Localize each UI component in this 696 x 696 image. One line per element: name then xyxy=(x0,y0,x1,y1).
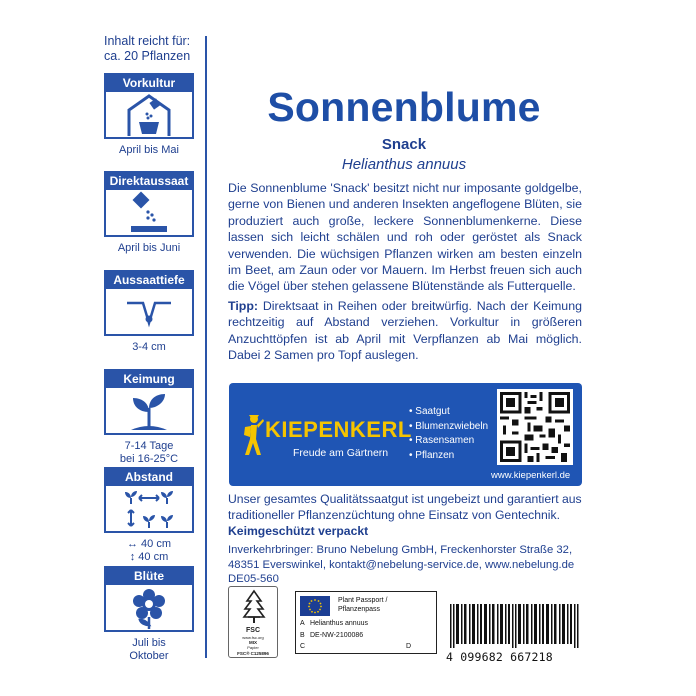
distributor-line: DE05-560 xyxy=(228,573,279,585)
product-variety: Snack xyxy=(381,136,427,153)
quality-seal-label: Keimgeschützt verpackt xyxy=(228,524,369,538)
card-value xyxy=(104,144,194,157)
passport-title xyxy=(338,597,387,614)
card-value-line: Juli bis xyxy=(132,637,166,649)
card-value xyxy=(104,341,194,354)
brand-name: KIEPENKERL xyxy=(265,417,412,442)
product-range-list xyxy=(409,405,488,463)
card-value-line: 7-14 Tage xyxy=(124,440,174,452)
list-item: • Saatgut xyxy=(409,405,488,420)
coverage-info xyxy=(104,34,190,64)
greenhouse-sowing-icon xyxy=(106,92,192,137)
card-value-line: ↕ 40 cm xyxy=(129,551,169,563)
qr-code-icon[interactable] xyxy=(497,389,573,465)
passport-row-key: C xyxy=(300,643,306,650)
distributor-line: 48351 Everswinkel, kontakt@nebelung-service.de, www.nebelung.de xyxy=(228,558,575,571)
fsc-tree-icon xyxy=(229,587,279,627)
distributor-info xyxy=(228,543,588,587)
brand-slogan: Freude am Gärtnern xyxy=(293,447,389,459)
fsc-url: www.fsc.org xyxy=(242,635,264,640)
card-value xyxy=(104,440,194,466)
card-keimung xyxy=(104,369,194,466)
card-value xyxy=(104,637,194,663)
tip-text: Direktsaat in Reihen oder breitwürfig. Nach der Keimung rechtzeitig auf Abstand verziehen. Vorkultur in größeren Anzuchttöpfen ist ab April mit Verpflanzen ab Mai möglich. Dabei 2 Samen pro Topf auslegen. xyxy=(228,299,582,363)
passport-title-line: Pflanzenpass xyxy=(338,605,381,613)
plant-spacing-icon xyxy=(106,486,192,531)
quality-seal xyxy=(228,523,588,539)
passport-row-key: B xyxy=(300,632,305,639)
flower-icon xyxy=(106,585,192,630)
card-box xyxy=(104,171,194,237)
card-value-line: April bis Mai xyxy=(119,144,179,156)
seedling-icon xyxy=(106,388,192,433)
card-direktaussaat xyxy=(104,171,194,255)
hiker-logo-icon xyxy=(241,413,265,459)
coverage-label: Inhalt reicht für: xyxy=(104,34,191,48)
passport-row-a xyxy=(300,620,368,627)
product-title: Sonnenblume xyxy=(267,84,541,130)
card-value xyxy=(104,242,194,255)
fsc-license-code: FSC® C125896 xyxy=(237,651,269,656)
quality-text: Unser gesamtes Qualitätssaatgut ist ungebeizt und garantiert aus traditioneller Pflanzenzüchtung ohne Einsatz von Gentechnik. xyxy=(228,492,582,522)
barcode-icon xyxy=(446,604,582,648)
barcode-number: 4 099682 667218 xyxy=(446,650,553,664)
card-box xyxy=(104,73,194,139)
fsc-paper: Papier xyxy=(247,645,259,650)
card-abstand xyxy=(104,467,194,564)
card-value-line: April bis Juni xyxy=(117,242,181,254)
coverage-value: ca. 20 Pflanzen xyxy=(104,49,191,63)
distributor-line: Inverkehrbringer: Bruno Nebelung GmbH, Freckenhorster Straße 32, xyxy=(228,544,573,556)
list-item: • Pflanzen xyxy=(409,449,488,464)
passport-row-b xyxy=(300,632,363,639)
card-box xyxy=(104,467,194,533)
product-description: Die Sonnenblume 'Snack' besitzt nicht nur imposante goldgelbe, gerne von Bienen und anderen Insekten angeflogene Blüten, sie produziert auch große, leckere Sonnenblumenkerne. Diese lassen sich leicht schälen und roh oder geröstet als Snack verwenden. Die wüchsigen Pflanzen wirken am besten einzeln im Beet, am Zaun oder vor Mauern. Im Herbst freuen sich auch die Vögel über stehen gelassene Blütenstände als Futterquelle. xyxy=(228,181,582,294)
card-value-line: bei 16-25°C xyxy=(119,453,179,465)
card-value xyxy=(104,538,194,564)
card-bluete xyxy=(104,566,194,663)
card-title: Aussaattiefe xyxy=(106,272,192,289)
direct-sowing-icon xyxy=(106,190,192,235)
card-box xyxy=(104,566,194,632)
plant-passport xyxy=(295,591,437,654)
passport-title-line: Plant Passport / xyxy=(338,597,388,604)
card-title: Vorkultur xyxy=(106,75,192,92)
card-title: Direktaussaat xyxy=(106,173,192,190)
card-vorkultur xyxy=(104,73,194,157)
product-latin-name: Helianthus annuus xyxy=(341,156,467,173)
card-value-line: Oktober xyxy=(129,650,169,662)
sowing-tip xyxy=(228,298,582,364)
card-box xyxy=(104,369,194,435)
quality-statement xyxy=(228,491,588,539)
tip-label: Tipp: xyxy=(228,299,259,313)
passport-row-value: DE-NW-2100086 xyxy=(310,632,364,639)
sowing-depth-icon xyxy=(106,289,192,334)
card-value-line: 3-4 cm xyxy=(132,341,166,353)
card-aussaattiefe xyxy=(104,270,194,354)
passport-row-key: A xyxy=(300,620,305,627)
list-item: • Blumenzwiebeln xyxy=(409,420,488,435)
fsc-mix: MIX xyxy=(248,640,257,645)
list-item: • Rasensamen xyxy=(409,434,488,449)
card-value-line: ↔ 40 cm xyxy=(126,538,171,550)
passport-row-d: D xyxy=(406,643,412,650)
passport-row-c xyxy=(300,643,310,650)
column-divider xyxy=(205,36,207,658)
brand-website[interactable]: www.kiepenkerl.de xyxy=(491,470,571,481)
card-title: Keimung xyxy=(106,371,192,388)
card-box xyxy=(104,270,194,336)
card-title: Blüte xyxy=(106,568,192,585)
passport-row-value: Helianthus annuus xyxy=(310,620,368,627)
card-title: Abstand xyxy=(106,469,192,486)
fsc-word: FSC xyxy=(246,627,260,634)
fsc-logo xyxy=(228,586,278,658)
brand-banner xyxy=(229,383,582,486)
eu-flag-icon xyxy=(300,596,330,616)
